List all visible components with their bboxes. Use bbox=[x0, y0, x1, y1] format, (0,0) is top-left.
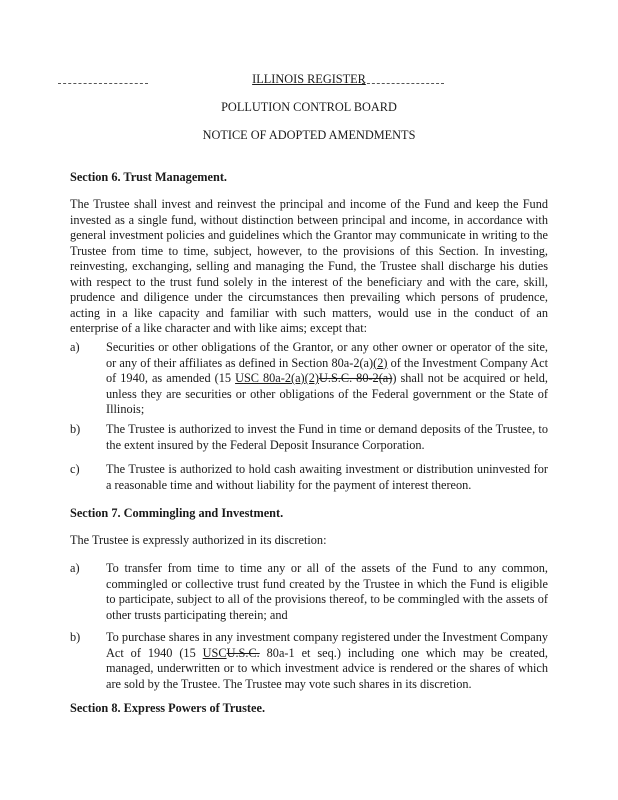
item-text: Securities or other obligations of the Grantor, or any other owner or operator of the site, or any of their affiliates as defined in Section 80a-2(a)(2) of the Investment Company Act of 1940, as amended (15 USC 80a-2(a)(2)U.S.C. 80-2(a)) shall not be acquired or held, unless they are securities or other obligations of the Federal government or the State of Illinois; bbox=[106, 340, 549, 416]
section-7-item-a bbox=[70, 561, 548, 623]
item-label: b) bbox=[70, 630, 81, 644]
section-6-item-c bbox=[70, 462, 548, 493]
board-title: POLLUTION CONTROL BOARD bbox=[221, 100, 397, 114]
item-label: b) bbox=[70, 422, 81, 436]
item-text: The Trustee is authorized to hold cash awaiting investment or distribution uninvested for a reasonable time and without liability for the payment of interest thereon. bbox=[106, 462, 548, 492]
section-6-body: The Trustee shall invest and reinvest the principal and income of the Fund and keep the Fund invested as a single fund, without distinction between principal and income, in accordance with general investment policies and guidelines which the Grantor may communicate in writing to the Trustee from time to time, subject, however, to the provisions of this Section. In investing, reinvesting, exchanging, selling and managing the Fund, the Trustee shall discharge his duties with respect to the trust fund solely in the interest of the beneficiary and with the care, skill, prudence and diligence under the circumstances then prevailing which persons of prudence, acting in a like capacity and familiar with such matters, would use in the conduct of an enterprise of a like character and with like aims; except that: bbox=[70, 197, 548, 335]
section-7-heading: Section 7. Commingling and Investment. bbox=[70, 506, 284, 520]
register-title: ILLINOIS REGISTER bbox=[252, 72, 366, 86]
section-6-item-a bbox=[70, 340, 548, 418]
section-6-heading: Section 6. Trust Management. bbox=[70, 170, 228, 184]
notice-title: NOTICE OF ADOPTED AMENDMENTS bbox=[202, 128, 416, 142]
item-text: The Trustee is authorized to invest the Fund in time or demand deposits of the Trustee, to the extent insured by the Federal Deposit Insurance Corporation. bbox=[106, 422, 548, 452]
item-text: To purchase shares in any investment company registered under the Investment Company Act of 1940 (15 USCU.S.C. 80a-1 et seq.) including one which may be created, managed, underwritten or to which investment advice is rendered or the shares of which are sold by the Trustee. The Trustee may vote such shares in its discretion. bbox=[106, 630, 549, 691]
header-rule-right bbox=[362, 83, 444, 84]
item-label: a) bbox=[70, 340, 80, 354]
section-7-intro: The Trustee is expressly authorized in its discretion: bbox=[70, 533, 327, 547]
section-6-item-b bbox=[70, 422, 548, 453]
item-text: To transfer from time to time any or all of the assets of the Fund to any common, commingled or collective trust fund created by the Trustee in which the Fund is eligible to participate, subject to all of the provisions thereof, to be commingled with the assets of other trusts participating therein; and bbox=[106, 561, 548, 622]
item-label: a) bbox=[70, 561, 80, 575]
item-label: c) bbox=[70, 462, 80, 476]
section-8-heading: Section 8. Express Powers of Trustee. bbox=[70, 701, 266, 715]
section-7-item-b bbox=[70, 630, 548, 692]
